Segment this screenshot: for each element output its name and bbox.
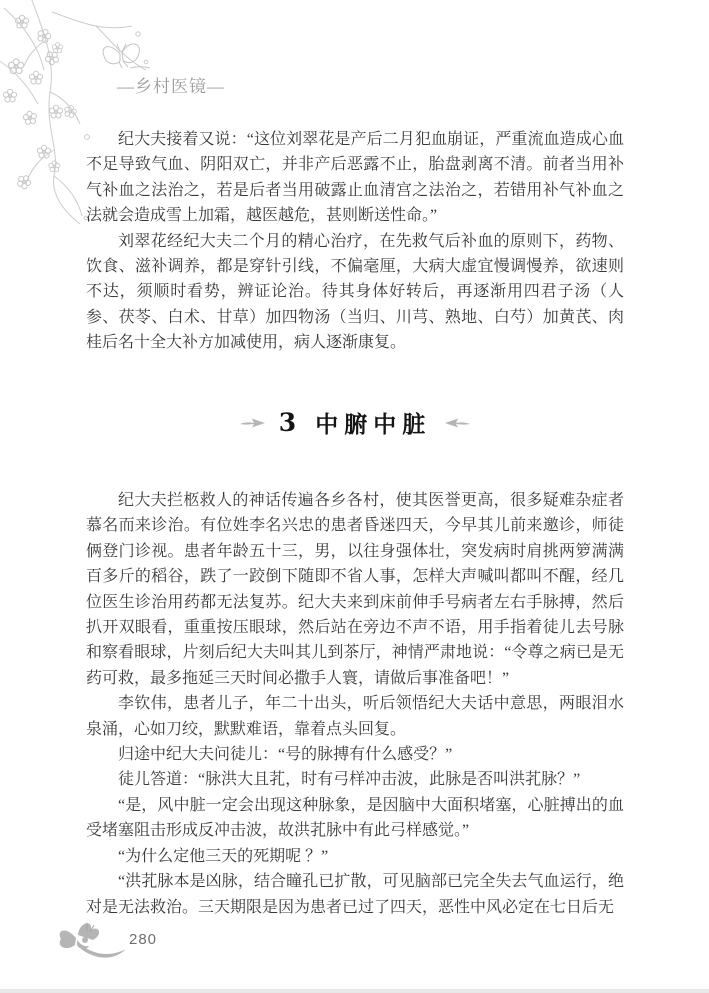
paragraph: 纪大夫接着又说：“这位刘翠花是产后二月犯血崩证，严重流血造成心血不足导致气血、阴阳双亡，并非产后恶露不止，胎盘剥离不清。前者当用补气补血之法治之，若是后者当用破露止血清宫之法治之，若错用补气补血之法就会造成雪上加霜，越医越危，甚则断送性命。” [86,131,624,225]
arrow-flourish-left-icon [444,417,470,429]
page-number: 280 [129,931,158,948]
text-block-upper [86,127,624,356]
paragraph: 刘翠花经纪大夫二个月的精心治疗，在先救气后补血的原则下，药物、饮食、滋补调养，都是穿针引线，不偏毫厘，大病大虚宜慢调慢养，欲速则不达，须顺时看势，辨证论治。待其身体好转后，再逐渐用四君子汤（人参、茯苓、白术、甘草）加四物汤（当归、川芎、熟地、白芍）加黄芪、肉桂后名十全大补方加减使用，病人逐渐康复。 [86,232,624,352]
paragraph: 归途中纪大夫问徒儿：“号的脉搏有什么感受？” [118,746,453,764]
paragraph: “洪芤脉本是凶脉，结合瞳孔已扩散，可见脑部已完全失去气血运行，绝对是无法救治。三天期限是因为患者已过了四天，恶性中风必定在七日后无 [86,873,624,916]
arrow-flourish-right-icon [240,417,266,429]
paragraph: 徒儿答道：“脉洪大且芤，时有弓样冲击波，此脉是否叫洪芤脉？” [118,771,581,789]
paragraph: 李钦伟，患者儿子，年二十出头，听后领悟纪大夫话中意思，两眼泪水泉涌，心如刀绞，默默难语，靠着点头回复。 [86,695,624,738]
section-number: 3 [278,408,297,437]
running-head: —乡村医镜— [117,77,225,96]
paragraph: 纪大夫拦柩救人的神话传遍各乡各村，使其医誉更高，很多疑难杂症者慕名而来诊治。有位姓李名兴忠的患者昏迷四天，今早其儿前来邀诊，师徒俩登门诊视。患者年龄五十三，男，以往身强体壮，突发病时肩挑两箩满满百多斤的稻谷，跌了一跤倒下随即不省人事，怎样大声喊叫都叫不醒，经几位医生诊治用药都无法复苏。纪大夫来到床前伸手号病者左右手脉搏，然后扒开双眼看，重重按压眼球，然后站在旁边不声不语，用手指着徒儿去号脉和察看眼球，片刻后纪大夫叫其儿到茶厅，神情严肃地说：“令尊之病已是无药可救，最多拖延三天时间必撒手人寰，请做后事准备吧！” [86,492,624,687]
butterfly-ornament-icon [56,918,136,970]
page-bottom-edge [0,989,709,993]
section-title: 中腑中脏 [315,412,432,437]
section-heading [86,406,624,439]
text-block-lower [86,488,624,920]
paragraph: “是，风中脏一定会出现这种脉象，是因脑中大面积堵塞，心脏搏出的血受堵塞阻击形成反冲击波，故洪芤脉中有此弓样感觉。” [86,796,624,840]
paragraph: “为什么定他三天的死期呢 ？” [118,847,329,865]
